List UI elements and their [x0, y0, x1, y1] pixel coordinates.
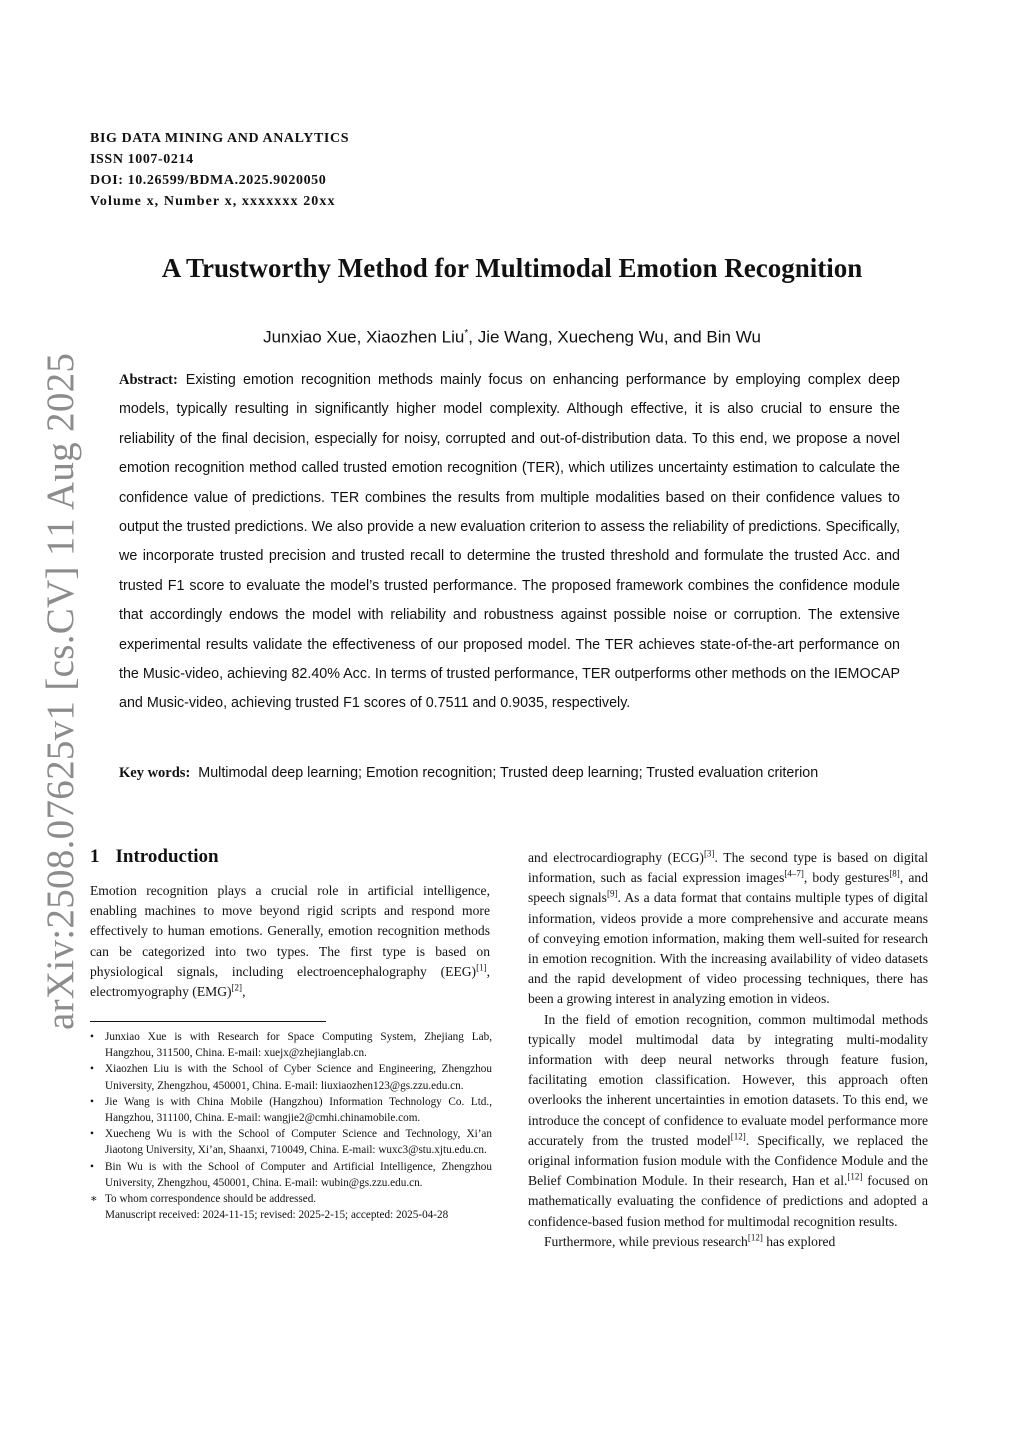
journal-name: BIG DATA MINING AND ANALYTICS: [90, 131, 350, 146]
footnote-text: Xiaozhen Liu is with the School of Cyber Science and Engineering, Zhengzhou University, Zhengzhou, 450001, China. E-mail: liuxiaozhen123@gs.zzu.edu.cn.: [105, 1063, 492, 1092]
citation-ref: [3]: [703, 848, 715, 859]
paragraph-text: . As a data format that contains multiple types of digital information, videos provide a more comprehensive and accurate means of conveying emotion information, making them well-suited for research in emotion recognition. With the increasing availability of video datasets and the rapid development of video processing techniques, there has been a growing interest in analyzing emotion in videos.: [528, 890, 928, 1007]
paragraph-text: . The second type is based on digital information, such as facial expression images: [528, 850, 929, 886]
intro-right-column: [528, 848, 928, 1252]
paper-title: A Trustworthy Method for Multimodal Emotion Recognition: [161, 253, 863, 283]
paragraph-text: , body gestures: [803, 870, 890, 886]
intro-left-column: [90, 881, 490, 1002]
footnote-text: Junxiao Xue is with Research for Space Computing System, Zhejiang Lab, Hangzhou, 311500, China. E-mail: xuejx@zhejianglab.cn.: [105, 1031, 492, 1060]
journal-header: [90, 128, 490, 212]
journal-doi: DOI: 10.26599/BDMA.2025.9020050: [90, 173, 327, 188]
bullet-icon: •: [90, 1160, 94, 1173]
corresponding-author-mark: *: [464, 328, 469, 339]
paragraph-text: focused on mathematically evaluating the confidence of predictions and adopted a confidence-based fusion method for multimodal recognition results.: [528, 1173, 928, 1229]
intro-left-text-2: , electromyography (EMG): [90, 963, 490, 1000]
citation-ref: [1]: [476, 962, 487, 973]
intro-left-text-1: Emotion recognition plays a crucial role in artificial intelligence, enabling machines to move beyond rigid scripts and respond more effectively to human emotions. Generally, emotion recognition methods can be categorized into two types. The first type is based on physiological signals, including electroencephalography (EEG): [90, 883, 490, 979]
intro-paragraph: [528, 848, 928, 1010]
footnote-affiliation: [90, 1094, 492, 1126]
intro-left-text-3: ,: [242, 984, 246, 1000]
footnote-manuscript-dates: [90, 1207, 492, 1223]
footnote-text: Xuecheng Wu is with the School of Computer Science and Technology, Xi’an Jiaotong University, Xi’an, Shaanxi, 710049, China. E-mail: wuxc3@stu.xjtu.edu.cn.: [105, 1128, 492, 1157]
citation-ref: [12]: [730, 1131, 746, 1142]
author-list: [60, 321, 964, 351]
footnote-text: To whom correspondence should be addressed.: [105, 1193, 317, 1206]
footnote-affiliation: [90, 1159, 492, 1191]
paragraph-text: In the field of emotion recognition, common multimodal methods typically model multimodal data by integrating multi-modality information with deep neural networks through feature fusion, facilitating emotion classification. However, this approach often overlooks the inherent uncertainties in emotion datasets. To this end, we introduce the concept of confidence to evaluate model performance more accurately from the trusted model: [528, 1011, 928, 1148]
section-number: 1: [90, 846, 100, 867]
section-title: Introduction: [115, 846, 219, 867]
authors-part-2: , Jie Wang, Xuecheng Wu, and Bin Wu: [468, 327, 761, 347]
footnotes: [90, 1029, 492, 1223]
footnote-text: Jie Wang is with China Mobile (Hangzhou) Information Technology Co. Ltd., Hangzhou, 311100, China. E-mail: wangjie2@cmhi.chinamobile.com.: [105, 1095, 492, 1125]
footnote-affiliation: [90, 1061, 492, 1093]
journal-volume: Volume x, Number x, xxxxxxx 20xx: [90, 194, 336, 209]
section-heading: [90, 843, 219, 871]
citation-ref: [2]: [231, 982, 243, 993]
journal-issn: ISSN 1007-0214: [90, 152, 194, 167]
paragraph-text: . Specifically, we replaced the original information fusion module with the Confidence Module and the Belief Combination Module. In their research, Han et al.: [528, 1132, 928, 1189]
paragraph-text: and electrocardiography (ECG): [528, 850, 704, 865]
footnote-divider: [90, 1021, 326, 1022]
asterisk-icon: ∗: [90, 1193, 98, 1206]
paragraph-text: Furthermore, while previous research: [544, 1233, 748, 1249]
citation-ref: [4–7]: [784, 868, 804, 879]
abstract: [119, 366, 900, 719]
arxiv-stamp: arXiv:2508.07625v1 [cs.CV] 11 Aug 2025: [39, 352, 82, 1030]
bullet-icon: •: [90, 1063, 94, 1076]
authors-part-1: Junxiao Xue, Xiaozhen Liu: [263, 327, 465, 347]
keywords: [119, 760, 900, 786]
paragraph-text: , and speech signals: [528, 870, 928, 906]
bullet-icon: •: [90, 1031, 94, 1043]
citation-ref: [12]: [747, 1232, 763, 1243]
citation-ref: [9]: [606, 888, 618, 899]
keywords-label: Key words:: [119, 765, 191, 781]
footnote-text: Bin Wu is with the School of Computer and Artificial Intelligence, Zhengzhou University, Zhengzhou, 450001, China. E-mail: wubin@gs.zzu.edu.cn.: [105, 1160, 492, 1189]
bullet-icon: •: [90, 1128, 94, 1141]
bullet-icon: •: [90, 1095, 94, 1108]
citation-ref: [8]: [889, 868, 900, 879]
abstract-text: Existing emotion recognition methods mainly focus on enhancing performance by employing complex deep models, typically resulting in significantly higher model complexity. Although effective, it is also crucial to ensure the reliability of the final decision, especially for noisy, corrupted and out-of-distribution data. To this end, we propose a novel emotion recognition method called trusted emotion recognition (TER), which utilizes uncertainty estimation to calculate the confidence value of predictions. TER combines the results from multiple modalities based on their confidence values to output the trusted predictions. We also provide a new evaluation criterion to assess the reliability of predictions. Specifically, we incorporate trusted precision and trusted recall to determine the trusted threshold and formulate the trusted Acc. and trusted F1 score to evaluate the model’s trusted performance. The proposed framework combines the confidence module that accordingly endows the model with reliability and robustness against possible noise or corruption. The extensive experimental results validate the effectiveness of our proposed model. The TER achieves state-of-the-art performance on the Music-video, achieving 82.40% Acc. In terms of trusted performance, TER outperforms other methods on the IEMOCAP and Music-video, achieving trusted F1 scores of 0.7511 and 0.9035, respectively.: [119, 372, 900, 712]
citation-ref: [12]: [847, 1171, 863, 1182]
footnote-corresponding: [90, 1191, 492, 1207]
footnote-affiliation: [90, 1029, 492, 1061]
intro-paragraph: [528, 1232, 928, 1252]
keywords-text: Multimodal deep learning; Emotion recognition; Trusted deep learning; Trusted evaluation criterion: [198, 765, 819, 781]
paragraph-text: has explored: [762, 1233, 836, 1249]
footnote-text: Manuscript received: 2024-11-15; revised: 2025-2-15; accepted: 2025-04-28: [105, 1209, 449, 1222]
intro-paragraph: [528, 1010, 928, 1232]
abstract-label: Abstract:: [119, 372, 178, 388]
footnote-affiliation: [90, 1126, 492, 1158]
